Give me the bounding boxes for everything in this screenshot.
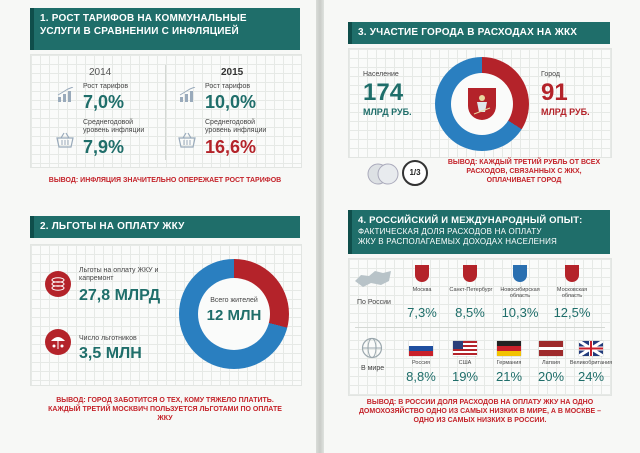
- section-1-title: 1. РОСТ ТАРИФОВ НА КОММУНАЛЬНЫЕ УСЛУГИ В СРАВНЕНИИ С ИНФЛЯЦИЕЙ: [40, 13, 247, 37]
- region-name: Новосибирская область: [500, 287, 540, 299]
- region-value: 12,5%: [553, 305, 591, 320]
- section-4-title: 4. РОССИЙСКИЙ И МЕЖДУНАРОДНЫЙ ОПЫТ:: [358, 215, 583, 226]
- moscow-emblem-icon: [415, 265, 429, 282]
- year-2014: 2014: [89, 67, 112, 78]
- russia-map-icon: [353, 267, 393, 296]
- tariff-value-2015: 10,0%: [205, 92, 257, 112]
- right-page: [324, 0, 640, 453]
- year-2015: 2015: [221, 67, 244, 78]
- country-value: 24%: [577, 369, 605, 384]
- beneficiaries-value: 3,5 МЛН: [79, 345, 142, 362]
- region-value: 7,3%: [407, 305, 437, 320]
- inflation-value-2014: 7,9%: [83, 137, 125, 157]
- country-name: Россия: [411, 360, 431, 366]
- russia-row-label: По России: [357, 299, 391, 306]
- country-value: 8,8%: [406, 369, 436, 384]
- population-value: 174: [363, 79, 404, 106]
- region-value: 8,5%: [455, 305, 485, 320]
- usa-flag-icon: [453, 341, 477, 356]
- section-3-conclusion: ВЫВОД: КАЖДЫЙ ТРЕТИЙ РУБЛЬ ОТ ВСЕХ РАСХОДОВ, СВЯЗАННЫХ С ЖКХ, ОПЛАЧИВАЕТ ГОРОД: [447, 159, 601, 184]
- novosibirsk-emblem-icon: [513, 265, 527, 282]
- region-name: Москва: [412, 287, 432, 293]
- latvia-flag-icon: [539, 341, 563, 356]
- city-label: Город: [541, 71, 560, 78]
- tariff-value-2014: 7,0%: [83, 92, 125, 112]
- beneficiaries-label: Число льготников: [79, 335, 137, 342]
- section-2-conclusion: ВЫВОД: ГОРОД ЗАБОТИТСЯ О ТЕХ, КОМУ ТЯЖЕЛО ПЛАТИТЬ. КАЖДЫЙ ТРЕТИЙ МОСКВИЧ ПОЛЬЗУЕТСЯ ЛЬГОТАМИ ПО ОПЛАТЕ ЖКУ: [48, 397, 282, 422]
- country-value: 19%: [451, 369, 479, 384]
- residents-donut: [179, 259, 289, 369]
- germany-flag-icon: [497, 341, 521, 356]
- moscow-oblast-emblem-icon: [565, 265, 579, 282]
- russia-flag-icon: [409, 341, 433, 356]
- country-name: Великобритания: [569, 360, 613, 366]
- globe-icon: [361, 337, 383, 364]
- inflation-label-2014: Среднегодовой уровень инфляции: [83, 119, 145, 134]
- section-1-header: [30, 8, 300, 50]
- country-value: 21%: [495, 369, 523, 384]
- section-4-header: [348, 210, 610, 254]
- tariff-label-2015: Рост тарифов: [205, 83, 251, 90]
- growth-chart-icon: [179, 87, 197, 103]
- city-value: 91: [541, 79, 568, 106]
- uk-flag-icon: [579, 341, 603, 356]
- section-4-subtitle: ФАКТИЧЕСКАЯ ДОЛЯ РАСХОДОВ НА ОПЛАТУ ЖКУ В РАСПОЛАГАЕМЫХ ДОХОДАХ НАСЕЛЕНИЯ: [358, 227, 558, 246]
- umbrella-people-icon: [45, 329, 71, 355]
- country-name: Латвия: [541, 360, 561, 366]
- country-name: США: [458, 360, 472, 366]
- region-name: Санкт-Петербург: [449, 287, 493, 293]
- expense-share-donut: [435, 57, 529, 151]
- coins-icon: [45, 271, 71, 297]
- growth-chart-icon: [57, 87, 75, 103]
- benefits-value: 27,8 МЛРД: [79, 287, 161, 304]
- left-page: [0, 0, 316, 453]
- basket-icon: [55, 131, 75, 149]
- inflation-value-2015: 16,6%: [205, 137, 257, 157]
- country-value: 20%: [537, 369, 565, 384]
- residents-label: Всего жителей: [210, 297, 258, 304]
- region-value: 10,3%: [501, 305, 539, 320]
- center-fold: [316, 0, 324, 453]
- country-name: Германия: [496, 360, 522, 366]
- section-4-conclusion: ВЫВОД: В РОССИИ ДОЛЯ РАСХОДОВ НА ОПЛАТУ ЖКУ НА ОДНО ДОМОХОЗЯЙСТВО ОДНО ИЗ САМЫХ НИЗКИХ В МИРЕ, А В МОСКВЕ – ОДНО ИЗ САМЫХ НИЗКИХ В РОССИИ.: [358, 399, 602, 424]
- region-name: Московская область: [556, 287, 588, 299]
- section-4-panel: [348, 258, 612, 396]
- section-2-title: 2. ЛЬГОТЫ НА ОПЛАТУ ЖКУ: [40, 221, 185, 232]
- residents-value: 12 МЛН: [206, 307, 262, 324]
- inflation-label-2015: Среднегодовой уровень инфляции: [205, 119, 267, 134]
- section-3-title: 3. УЧАСТИЕ ГОРОДА В РАСХОДАХ НА ЖКХ: [358, 27, 578, 38]
- coin-fraction: 1/3: [409, 168, 421, 177]
- section-3-header: [348, 22, 610, 44]
- tariff-label-2014: Рост тарифов: [83, 83, 129, 90]
- population-label: Население: [363, 71, 399, 78]
- section-2-panel: [30, 244, 302, 386]
- section-1-panel: [30, 54, 302, 168]
- section-2-header: [30, 216, 300, 238]
- basket-icon: [177, 131, 197, 149]
- world-row-label: В мире: [361, 365, 385, 372]
- city-unit: МЛРД РУБ.: [541, 107, 590, 117]
- population-unit: МЛРД РУБ.: [363, 107, 412, 117]
- spb-emblem-icon: [463, 265, 477, 282]
- coin-stack-icon: [366, 162, 400, 191]
- section-3-panel: [348, 48, 612, 158]
- moscow-coat-of-arms-icon: [468, 88, 496, 120]
- benefits-label: Льготы на оплату ЖКУ и капремонт: [79, 267, 159, 282]
- section-1-conclusion: ВЫВОД: ИНФЛЯЦИЯ ЗНАЧИТЕЛЬНО ОПЕРЕЖАЕТ РОСТ ТАРИФОВ: [48, 177, 282, 184]
- third-coin-icon: [402, 160, 428, 186]
